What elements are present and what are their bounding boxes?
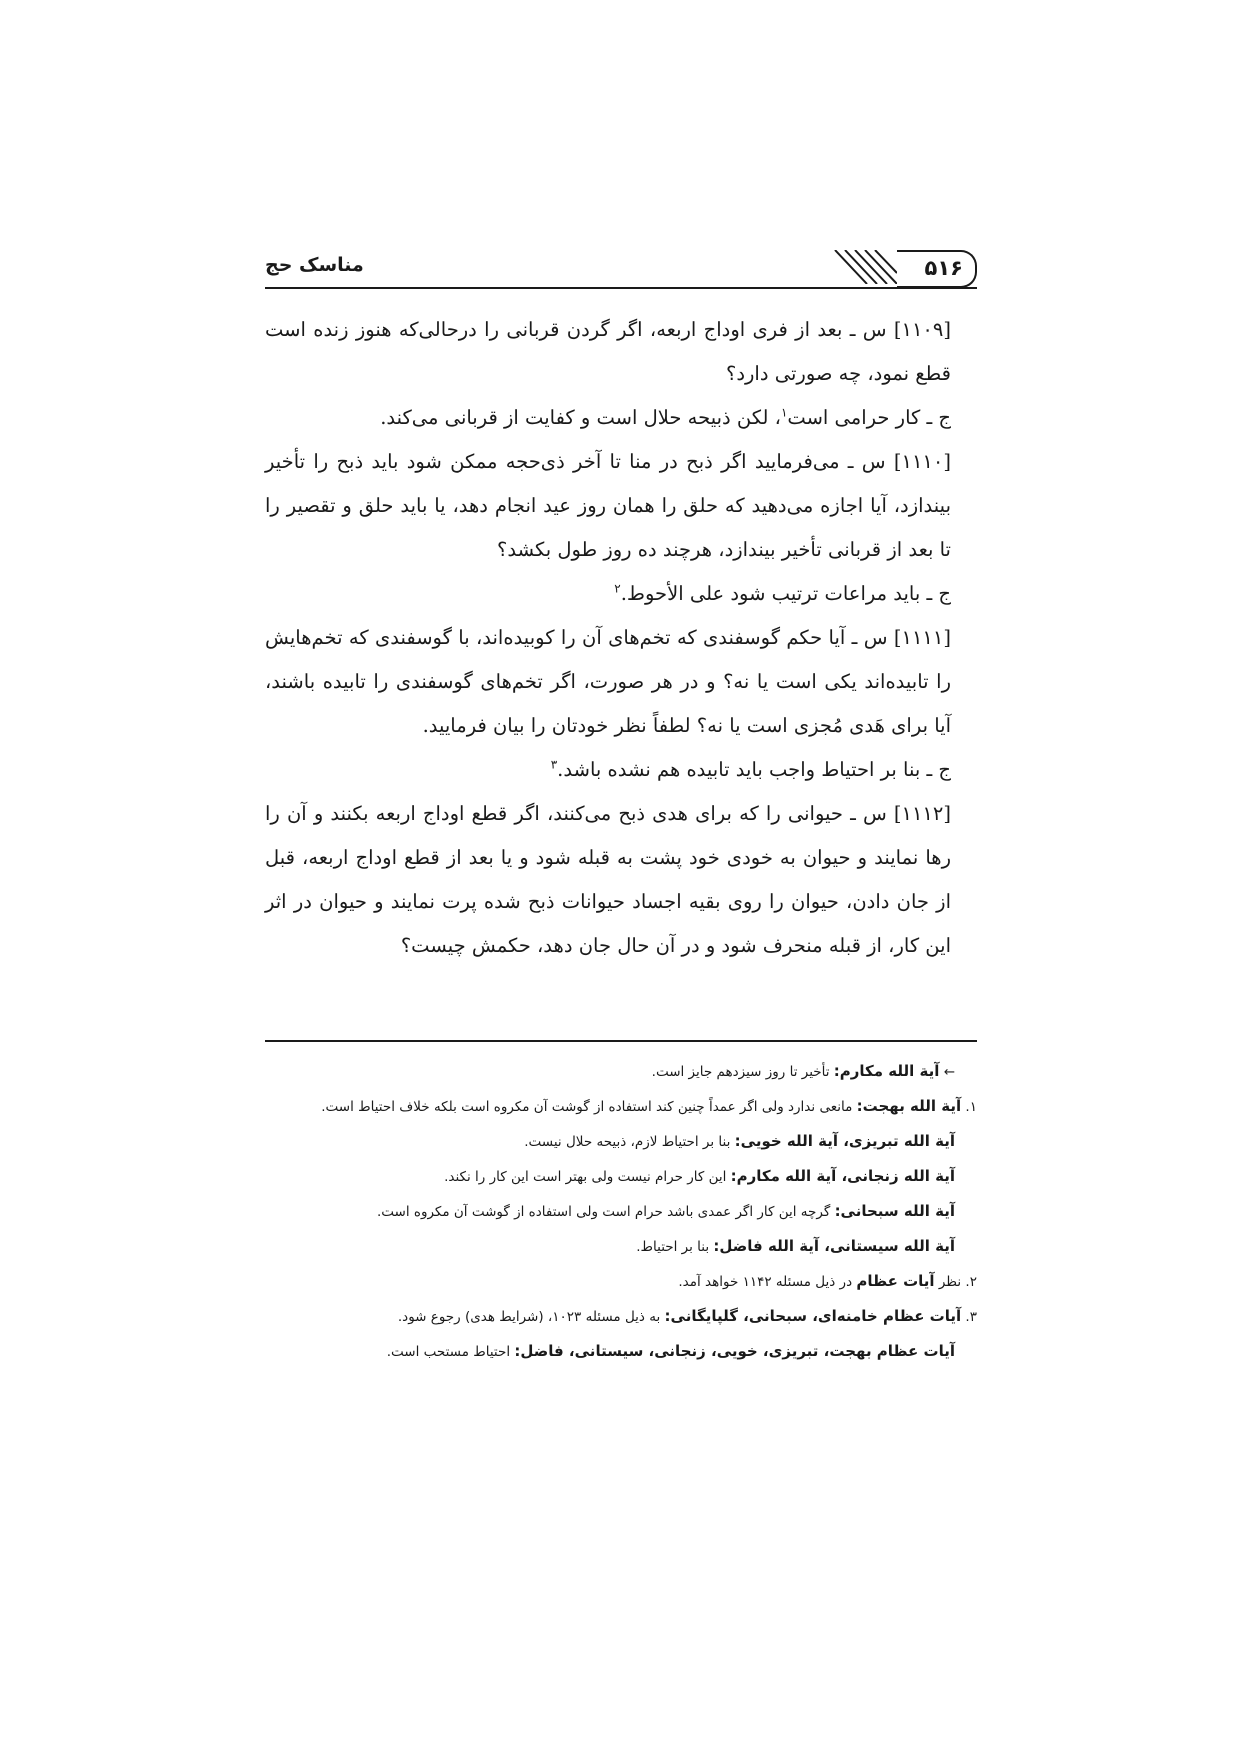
page-number: ۵۱۶ bbox=[924, 256, 963, 280]
authority-name: آیة الله تبریزی، آیة الله خویی: bbox=[734, 1132, 955, 1150]
authority-name: آیات عظام خامنه‌ای، سبحانی، گلپایگانی: bbox=[664, 1307, 962, 1325]
answer-text: ج ـ بنا بر احتیاط واجب باید تابیده هم نشده باشد. bbox=[557, 758, 951, 781]
question-1110 bbox=[265, 440, 977, 572]
footnote-text: در ذیل مسئله ۱۱۴۲ خواهد آمد. bbox=[678, 1274, 857, 1290]
question-text: س ـ می‌فرمایید اگر ذبح در منا تا آخر ذی‌حجه ممکن شود باید ذبح را تأخیر بیندازد، آیا اجازه می‌دهید که حلق را همان روز عید انجام دهد، یا باید حلق و تقصیر را تا بعد از قربانی تأخیر بیندازد، هرچند ده روز طول بکشد؟ bbox=[265, 450, 951, 561]
footnote-separator bbox=[265, 1040, 977, 1042]
footnote-number: ۳. bbox=[961, 1309, 977, 1325]
footnote-text: بنا بر احتیاط لازم، ذبیحه حلال نیست. bbox=[524, 1134, 735, 1150]
answer-1109 bbox=[265, 396, 977, 440]
question-number: [۱۱۱۱] bbox=[893, 626, 951, 649]
authority-name: آیات عظام bbox=[856, 1272, 935, 1290]
footnote-1-line bbox=[265, 1194, 977, 1229]
footnote-1-line bbox=[265, 1124, 977, 1159]
question-text: س ـ حیوانی را که برای هدی ذبح می‌کنند، اگر قطع اوداج اربعه بکنند و آن را رها نمایند و حیوان به خودی خود پشت به قبله شود و یا بعد از قطع اوداج اربعه، قبل از جان دادن، حیوان را روی بقیه اجساد حیوانات ذبح شده پرت نمایند و حیوان در اثر این کار، از قبله منحرف شود و در آن حال جان دهد، حکمش چیست؟ bbox=[265, 802, 951, 957]
footnote-text: گرچه این کار اگر عمدی باشد حرام است ولی استفاده از گوشت آن مکروه است. bbox=[376, 1204, 835, 1220]
question-number: [۱۱۱۰] bbox=[893, 450, 951, 473]
footnote-1-line bbox=[265, 1159, 977, 1194]
question-text: س ـ بعد از فری اوداج اربعه، اگر گردن قربانی را درحالی‌که هنوز زنده است قطع نمود، چه صورتی دارد؟ bbox=[265, 318, 951, 385]
footnote-text: بنا بر احتیاط. bbox=[636, 1239, 714, 1255]
authority-name: آیات عظام بهجت، تبریزی، خویی، زنجانی، سیستانی، فاضل: bbox=[514, 1342, 955, 1360]
footnote-text: نظر bbox=[934, 1274, 962, 1290]
footnote-ref: ۲ bbox=[614, 581, 621, 596]
footnotes bbox=[265, 1054, 977, 1369]
authority-name: آیة الله سبحانی: bbox=[834, 1202, 955, 1220]
authority-name: آیة الله مکارم: bbox=[833, 1062, 940, 1080]
book-title: مناسک حج bbox=[265, 254, 364, 276]
footnote-number: ۱. bbox=[961, 1099, 977, 1115]
answer-text-rest: ، لکن ذبیحه حلال است و کفایت از قربانی می‌کند. bbox=[380, 406, 781, 429]
footnote-3 bbox=[265, 1299, 977, 1334]
footnote-2 bbox=[265, 1264, 977, 1299]
authority-name: آیة الله زنجانی، آیة الله مکارم: bbox=[730, 1167, 955, 1185]
question-1111 bbox=[265, 616, 977, 748]
footnote-continuation bbox=[265, 1054, 977, 1089]
footnote-text: به ذیل مسئله ۱۰۲۳، (شرایط هدی) رجوع شود. bbox=[397, 1309, 665, 1325]
footnote-text: تأخیر تا روز سیزدهم جایز است. bbox=[651, 1064, 834, 1080]
header-ornament-icon bbox=[827, 250, 897, 284]
question-number: [۱۱۱۲] bbox=[893, 802, 951, 825]
continuation-arrow-icon: ← bbox=[943, 1064, 955, 1080]
question-number: [۱۱۰۹] bbox=[893, 318, 951, 341]
answer-1110 bbox=[265, 572, 977, 616]
footnote-ref: ۳ bbox=[550, 757, 558, 772]
question-1109 bbox=[265, 308, 977, 396]
page-number-frame bbox=[897, 250, 977, 288]
answer-1111 bbox=[265, 748, 977, 792]
answer-text: ج ـ کار حرامی است bbox=[787, 406, 951, 429]
footnote-number: ۲. bbox=[961, 1274, 977, 1290]
footnote-text: مانعی ندارد ولی اگر عمداً چنین کند استفاده از گوشت آن مکروه است بلکه خلاف احتیاط است. bbox=[321, 1099, 857, 1115]
footnote-text: این کار حرام نیست ولی بهتر است این کار را نکند. bbox=[444, 1169, 731, 1185]
answer-text: ج ـ باید مراعات ترتیب شود علی الأحوط. bbox=[620, 582, 951, 605]
main-text bbox=[265, 308, 977, 968]
footnote-text: احتیاط مستحب است. bbox=[386, 1344, 515, 1360]
footnote-3-line bbox=[265, 1334, 977, 1369]
footnote-1-line bbox=[265, 1229, 977, 1264]
authority-name: آیة الله بهجت: bbox=[856, 1097, 962, 1115]
page-header bbox=[265, 250, 977, 290]
footnote-1 bbox=[265, 1089, 977, 1124]
authority-name: آیة الله سیستانی، آیة الله فاضل: bbox=[713, 1237, 955, 1255]
header-rule bbox=[265, 287, 977, 289]
question-text: س ـ آیا حکم گوسفندی که تخم‌های آن را کوبیده‌اند، با گوسفندی که تخم‌هایش را تابیده‌اند یکی است یا نه؟ و در هر صورت، اگر تخم‌های گوسفندی را تابیده باشند، آیا برای هَدی مُجزی است یا نه؟ لطفاً نظر خودتان را بیان فرمایید. bbox=[265, 626, 951, 737]
question-1112 bbox=[265, 792, 977, 968]
footnote-ref: ۱ bbox=[780, 405, 788, 420]
